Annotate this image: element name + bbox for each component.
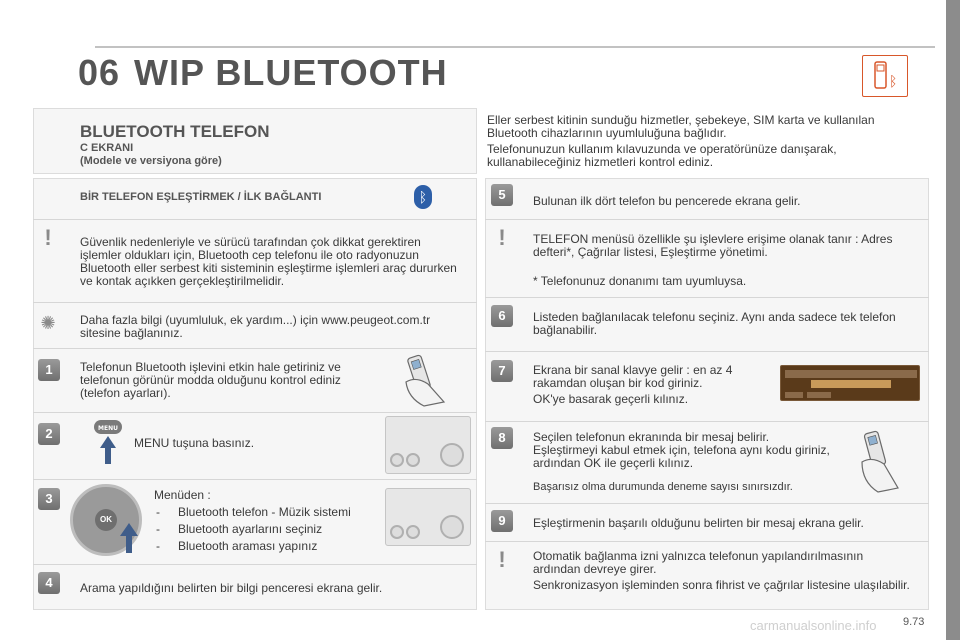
arrow-pointer-icon <box>118 522 140 554</box>
pairing-title: BİR TELEFON EŞLEŞTİRMEK / İLK BAĞLANTI <box>80 191 322 203</box>
warning-note: * Telefonunuz donanımı tam uyumluysa. <box>533 274 747 288</box>
final-note-2: Senkronizasyon işleminden sonra fihrist ve çağrılar listesine ulaşılabilir. <box>533 578 910 592</box>
section-subtitle-2: (Modele ve versiyona göre) <box>80 155 222 167</box>
tip-icon: ✺ <box>40 313 56 333</box>
warning-icon: ! <box>498 547 506 572</box>
step-8-note: Başarısız olma durumunda deneme sayısı sınırsızdır. <box>533 481 793 493</box>
svg-text:ᛒ: ᛒ <box>889 74 898 90</box>
step-1-badge: 1 <box>38 359 60 381</box>
section-title: BLUETOOTH TELEFON <box>80 122 270 141</box>
warning-text: Güvenlik nedenleriyle ve sürücü tarafından çok dikkat gerektiren işlemler oldukları için, Bluetooth cep telefonu ile oto radyonuzun Bluetooth eller serbest kiti sisteminin eşleştirme işlemleri araç dururken ve kontak açıkken gerçekleştirilmelidir. <box>80 235 457 288</box>
step-9-text: Eşleştirmenin başarılı olduğunu belirten bir mesaj ekrana gelir. <box>533 516 864 530</box>
radio-panel-illustration <box>385 488 471 546</box>
step-7-text-2: OK'ye basarak geçerli kılınız. <box>533 392 689 406</box>
step-3-item: Bluetooth araması yapınız <box>178 539 318 553</box>
step-9-badge: 9 <box>491 510 513 532</box>
warning-icon: ! <box>498 225 506 250</box>
virtual-keyboard-screen <box>780 365 920 401</box>
step-7-badge: 7 <box>491 360 513 382</box>
step-4-badge: 4 <box>38 572 60 594</box>
hand-phone-icon <box>398 352 460 408</box>
tip-text: Daha fazla bilgi (uyumluluk, ek yardım...) için www.peugeot.com.tr sitesine bağlanınız. <box>80 313 431 340</box>
watermark: carmanualsonline.info <box>750 618 877 633</box>
row-divider <box>485 421 929 422</box>
step-3-dash: - <box>156 522 160 536</box>
row-divider <box>33 412 477 413</box>
page-edge-bar <box>946 0 960 640</box>
phone-bluetooth-icon <box>862 55 908 97</box>
step-8-text: Seçilen telefonun ekranında bir mesaj belirir. Eşleştirmeyi kabul etmek için, telefona aynı kodu giriniz, ardından OK ile geçerli kılınız. <box>533 430 830 470</box>
row-divider <box>485 351 929 352</box>
radio-knob <box>440 443 464 467</box>
row-divider <box>485 503 929 504</box>
radio-panel-illustration <box>385 416 471 474</box>
row-divider <box>485 297 929 298</box>
step-6-text: Listeden bağlanılacak telefonu seçiniz. Aynı anda sadece tek telefon bağlanabilir. <box>533 310 896 337</box>
hand-phone-icon <box>852 426 912 496</box>
menu-key-label: MENU <box>98 425 118 432</box>
step-8-badge: 8 <box>491 427 513 449</box>
step-5-text: Bulunan ilk dört telefon bu pencerede ekrana gelir. <box>533 194 801 208</box>
radio-knob <box>440 515 464 539</box>
step-4-text: Arama yapıldığını belirten bir bilgi penceresi ekrana gelir. <box>80 581 383 595</box>
intro-note-1: Eller serbest kitinin sunduğu hizmetler, şebekeye, SIM karta ve kullanılan Bluetooth cihazlarının uyumluluğuna bağlıdır. <box>487 113 875 140</box>
step-1-text: Telefonun Bluetooth işlevini etkin hale getiriniz ve telefonun görünür modda olduğunu kontrol ediniz (telefon ayarları). <box>80 360 341 400</box>
row-divider <box>485 541 929 542</box>
menu-button-icon <box>92 418 124 466</box>
row-divider <box>485 219 929 220</box>
step-5-badge: 5 <box>491 184 513 206</box>
header-rule <box>95 46 935 48</box>
step-2-badge: 2 <box>38 423 60 445</box>
intro-note-2: Telefonunuzun kullanım kılavuzunda ve operatörünüze danışarak, kullanabileceğiniz hizmetleri kontrol ediniz. <box>487 142 837 169</box>
chapter-number: 06 <box>78 52 121 93</box>
step-3-dash: - <box>156 539 160 553</box>
section-subtitle: C EKRANI <box>80 142 134 154</box>
step-7-text: Ekrana bir sanal klavye gelir : en az 4 rakamdan oluşan bir kod giriniz. <box>533 363 733 390</box>
step-3-badge: 3 <box>38 488 60 510</box>
step-6-badge: 6 <box>491 305 513 327</box>
chapter-title: WIP BLUETOOTH <box>134 52 448 93</box>
radio-knob <box>406 453 420 467</box>
row-divider <box>33 302 477 303</box>
final-note-1: Otomatik bağlanma izni yalnızca telefonun yapılandırılmasının ardından devreye girer. <box>533 549 864 576</box>
ok-button-icon: OK <box>95 509 117 531</box>
radio-knob <box>390 453 404 467</box>
row-divider <box>33 479 477 480</box>
row-divider <box>33 219 477 220</box>
page-number: 9.73 <box>903 616 925 628</box>
step-3-item: Bluetooth ayarlarını seçiniz <box>178 522 323 536</box>
warning-text: TELEFON menüsü özellikle şu işlevlere erişime olanak tanır : Adres defteri*, Çağrılar listesi, Eşleştirme yönetimi. <box>533 232 893 259</box>
warning-icon: ! <box>44 225 52 250</box>
step-3-item: Bluetooth telefon - Müzik sistemi <box>178 505 351 519</box>
step-2-text: MENU tuşuna basınız. <box>134 436 255 450</box>
row-divider <box>33 348 477 349</box>
step-3-intro: Menüden : <box>154 488 211 502</box>
radio-knob <box>406 525 420 539</box>
bluetooth-icon: ᛒ <box>414 185 432 209</box>
row-divider <box>33 564 477 565</box>
radio-knob <box>390 525 404 539</box>
step-3-dash: - <box>156 505 160 519</box>
